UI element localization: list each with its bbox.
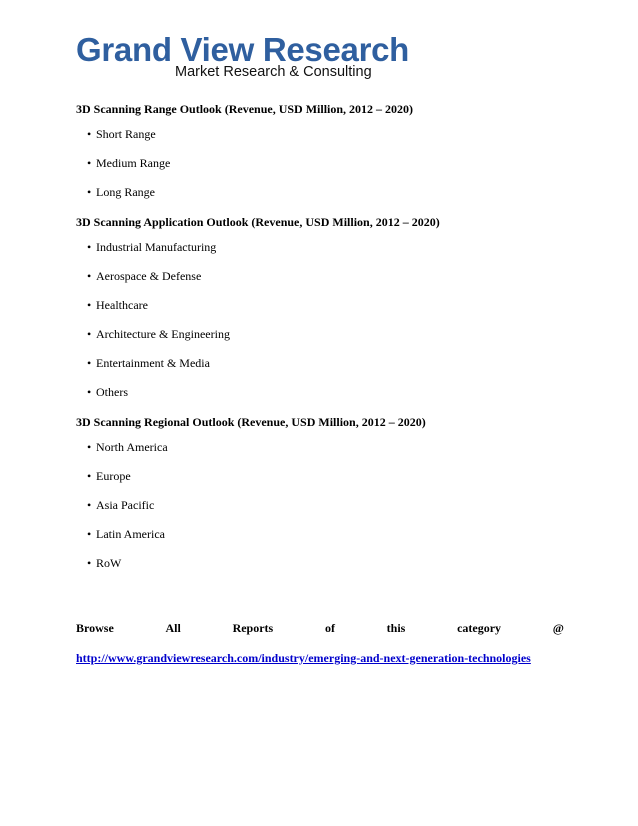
list-item-label: North America <box>96 440 168 454</box>
bullet-icon: • <box>87 498 92 512</box>
list-item-label: RoW <box>96 556 122 570</box>
bullet-icon: • <box>87 298 92 312</box>
list-item <box>76 178 564 207</box>
section-heading-range: 3D Scanning Range Outlook (Revenue, USD Million, 2012 – 2020) <box>76 102 414 116</box>
list-item <box>76 433 564 462</box>
bullet-icon: • <box>87 440 92 454</box>
regional-list <box>76 433 564 578</box>
list-item-label: Healthcare <box>96 298 148 312</box>
list-item <box>76 262 564 291</box>
category-link[interactable]: http://www.grandviewresearch.com/industry/emerging-and-next-generation-technologies <box>76 651 531 665</box>
bullet-icon: • <box>87 185 92 199</box>
list-item <box>76 462 564 491</box>
section-heading-application: 3D Scanning Application Outlook (Revenue, USD Million, 2012 – 2020) <box>76 215 440 229</box>
company-logo <box>76 31 410 88</box>
list-item-label: Short Range <box>96 127 156 141</box>
application-list <box>76 233 564 407</box>
list-item <box>76 349 564 378</box>
browse-word: Browse <box>76 621 114 635</box>
logo-subtitle: Market Research & Consulting <box>175 64 372 80</box>
bullet-icon: • <box>87 127 92 141</box>
bullet-icon: • <box>87 156 92 170</box>
range-list <box>76 120 564 207</box>
list-item-label: Industrial Manufacturing <box>96 240 217 254</box>
list-item <box>76 378 564 407</box>
bullet-icon: • <box>87 356 92 370</box>
browse-word: @ <box>552 621 564 635</box>
bullet-icon: • <box>87 556 92 570</box>
bullet-icon: • <box>87 469 92 483</box>
bullet-icon: • <box>87 385 92 399</box>
logo-title: Grand View Research <box>76 31 410 68</box>
list-item-label: Asia Pacific <box>96 498 155 512</box>
bullet-icon: • <box>87 240 92 254</box>
list-item-label: Entertainment & Media <box>96 356 210 370</box>
list-item <box>76 549 564 578</box>
browse-word: All <box>165 621 181 635</box>
document-body <box>76 98 564 578</box>
browse-word: this <box>386 621 406 635</box>
browse-word: of <box>324 621 335 635</box>
list-item <box>76 233 564 262</box>
section-heading-regional: 3D Scanning Regional Outlook (Revenue, USD Million, 2012 – 2020) <box>76 415 426 429</box>
browse-word: Reports <box>232 621 274 635</box>
list-item-label: Architecture & Engineering <box>96 327 230 341</box>
list-item <box>76 520 564 549</box>
list-item-label: Medium Range <box>96 156 171 170</box>
bullet-icon: • <box>87 527 92 541</box>
list-item-label: Long Range <box>96 185 155 199</box>
list-item-label: Latin America <box>96 527 165 541</box>
list-item <box>76 120 564 149</box>
list-item <box>76 291 564 320</box>
bullet-icon: • <box>87 269 92 283</box>
browse-word: category <box>457 621 502 635</box>
list-item <box>76 149 564 178</box>
list-item-label: Others <box>96 385 128 399</box>
list-item-label: Europe <box>96 469 131 483</box>
browse-line <box>76 618 564 638</box>
list-item-label: Aerospace & Defense <box>96 269 202 283</box>
bullet-icon: • <box>87 327 92 341</box>
list-item <box>76 491 564 520</box>
list-item <box>76 320 564 349</box>
